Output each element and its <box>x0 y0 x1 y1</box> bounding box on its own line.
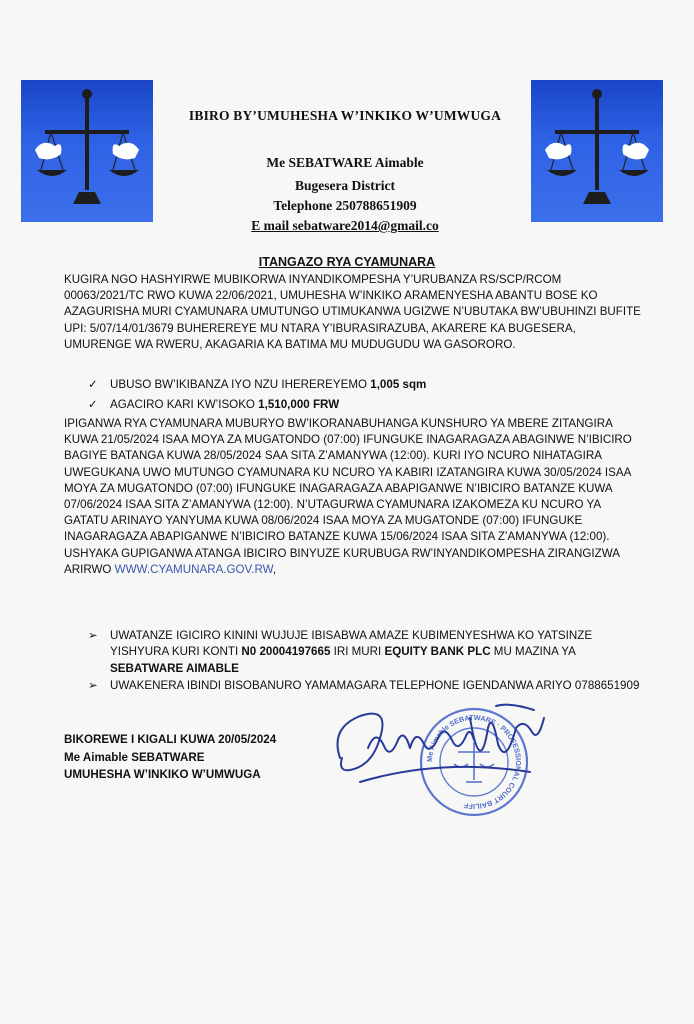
bailiff-name: Me SEBATWARE Aimable <box>266 155 424 170</box>
checkmark-icon: ✓ <box>88 398 98 411</box>
check-item-text: UBUSO BW’IKIBANZA IYO NZU IHEREREYEMO <box>110 378 371 391</box>
scales-of-justice-logo-left <box>21 80 153 222</box>
district: Bugesera District <box>294 178 396 193</box>
website-link[interactable]: WWW.CYAMUNARA.GOV.RW <box>114 562 273 576</box>
scales-of-justice-icon <box>21 80 153 222</box>
auction-schedule-paragraph <box>64 416 644 578</box>
payment-text-b: IRI MURI <box>330 645 385 659</box>
check-item-text: AGACIRO KARI KW’ISOKO <box>110 398 259 411</box>
telephone: Telephone 250788651909 <box>273 198 417 213</box>
signoff-block <box>64 731 276 784</box>
account-holder: SEBATWARE AIMABLE <box>110 661 239 675</box>
email: E mail sebatware2014@gmail.co <box>251 218 439 233</box>
notice-title: ITANGAZO RYA CYAMUNARA <box>258 255 436 269</box>
stamp-text: Me Aimable SEBATWARE · PROFESSIONAL COURT BAILIFF <box>424 712 524 812</box>
office-title: IBIRO BY’UMUHESHA W’INKIKO W’UMWUGA <box>188 108 502 123</box>
intro-paragraph: KUGIRA NGO HASHYIRWE MUBIKORWA INYANDIKOMPESHA Y’URUBANZA RS/SCP/RCOM 00063/2021/TC RWO KUWA 22/06/2021, UMUHESHA W’INKIKO ARAMENYESHA ABANTU BOSE KO AZAGURISHA MURI CYAMUNARA UMUTUNGO UTIMUKANWA UGIZWE N’UBUTAKA BW’UBUHINZI BUFITE UPI: 5/07/14/01/3679 BUHEREREYE MU NTARA Y’IBURASIRAZUBA, AKARERE KA BUGESERA, UMURENGE WA RWERU, AKAGARIA KA BATIMA MU MUDUGUDU WA GASORORO. <box>64 273 641 351</box>
bank-name: EQUITY BANK PLC <box>384 645 491 659</box>
arrow-bullet-icon: ➢ <box>88 629 98 642</box>
account-number: N0 20004197665 <box>241 645 331 659</box>
check-item-value-market <box>88 397 339 411</box>
schedule-text: IPIGANWA RYA CYAMUNARA MUBURYO BW’IKORANABUHANGA KUNSHURO YA MBERE ZITANGIRA KUWA 21/05/2024 ISAA MOYA ZA MUGATONDO (07:00) IFUNGUKE INAGARAGAZA ABAGINWE N’IBICIRO BAGIYE BATANGA KUWA 28/05/2024 SAA SITA Z’AMANYWA (12:00). KURI IYO NCURO NIHATAGIRA UWEGUKANA UWO MUTUNGO CYAMUNARA KU NCURO YA KABIRI IZATANGIRA KUWA 30/05/2024 ISAA MOYA ZA MUGATONDO (07:00) IFUNGUKE INAGARAGAZA ABAPIGANWE N’IBICIRO BATANZE KUWA 07/06/2024 ISAA SITA Z’AMANYWA (12:00). N’UTAGURWA CYAMUNARA IZAKOMEZA KU NCURO YA GATATU ARINAYO YANYUMA KUWA 08/06/2024 ISAA MOYA ZA MUGATONDE (07:00) IFUNGUKE INAGARAGAZA ABAPIGANWE N’IBICIRO BATANZE KUWA 15/06/2024 ISAA SITA Z’AMANYWA (12:00). USHYAKA GUPIGANWA ATANGA IBICIRO BINYUZE KURUBUGA RW’INYANDIKOMPESHA ZIRANGIZWA ARIRWO <box>64 417 632 576</box>
handwritten-signature <box>320 688 550 828</box>
checkmark-icon: ✓ <box>88 378 98 391</box>
payment-instruction <box>88 628 648 677</box>
scales-of-justice-icon <box>531 80 663 222</box>
website-suffix: , <box>272 562 277 576</box>
arrow-bullet-icon: ➢ <box>88 679 98 692</box>
payment-text-c: MU MAZINA YA <box>490 645 576 659</box>
scales-of-justice-logo-right <box>531 80 663 222</box>
payment-instruction-text <box>88 628 648 677</box>
contact-instruction-text: UWAKENERA IBINDI BISOBANURO YAMAMAGARA TELEPHONE IGENDANWA ARIYO 0788651909 <box>110 679 640 692</box>
check-item-value: 1,510,000 FRW <box>258 398 340 411</box>
check-item-value: 1,005 sqm <box>370 378 427 391</box>
signoff-name: Me Aimable SEBATWARE <box>64 750 205 764</box>
check-item-area <box>88 377 426 391</box>
signoff-place-date: BIKOREWE I KIGALI KUWA 20/05/2024 <box>64 733 277 746</box>
payment-text-a: UWATANZE IGICIRO KININI WUJUJE IBISABWA AMAZE KUBIMENYESHWA KO YATSINZE YISHYURA KURI KONTI <box>110 629 593 659</box>
signoff-role: UMUHESHA W’INKIKO W’UMWUGA <box>64 768 261 781</box>
